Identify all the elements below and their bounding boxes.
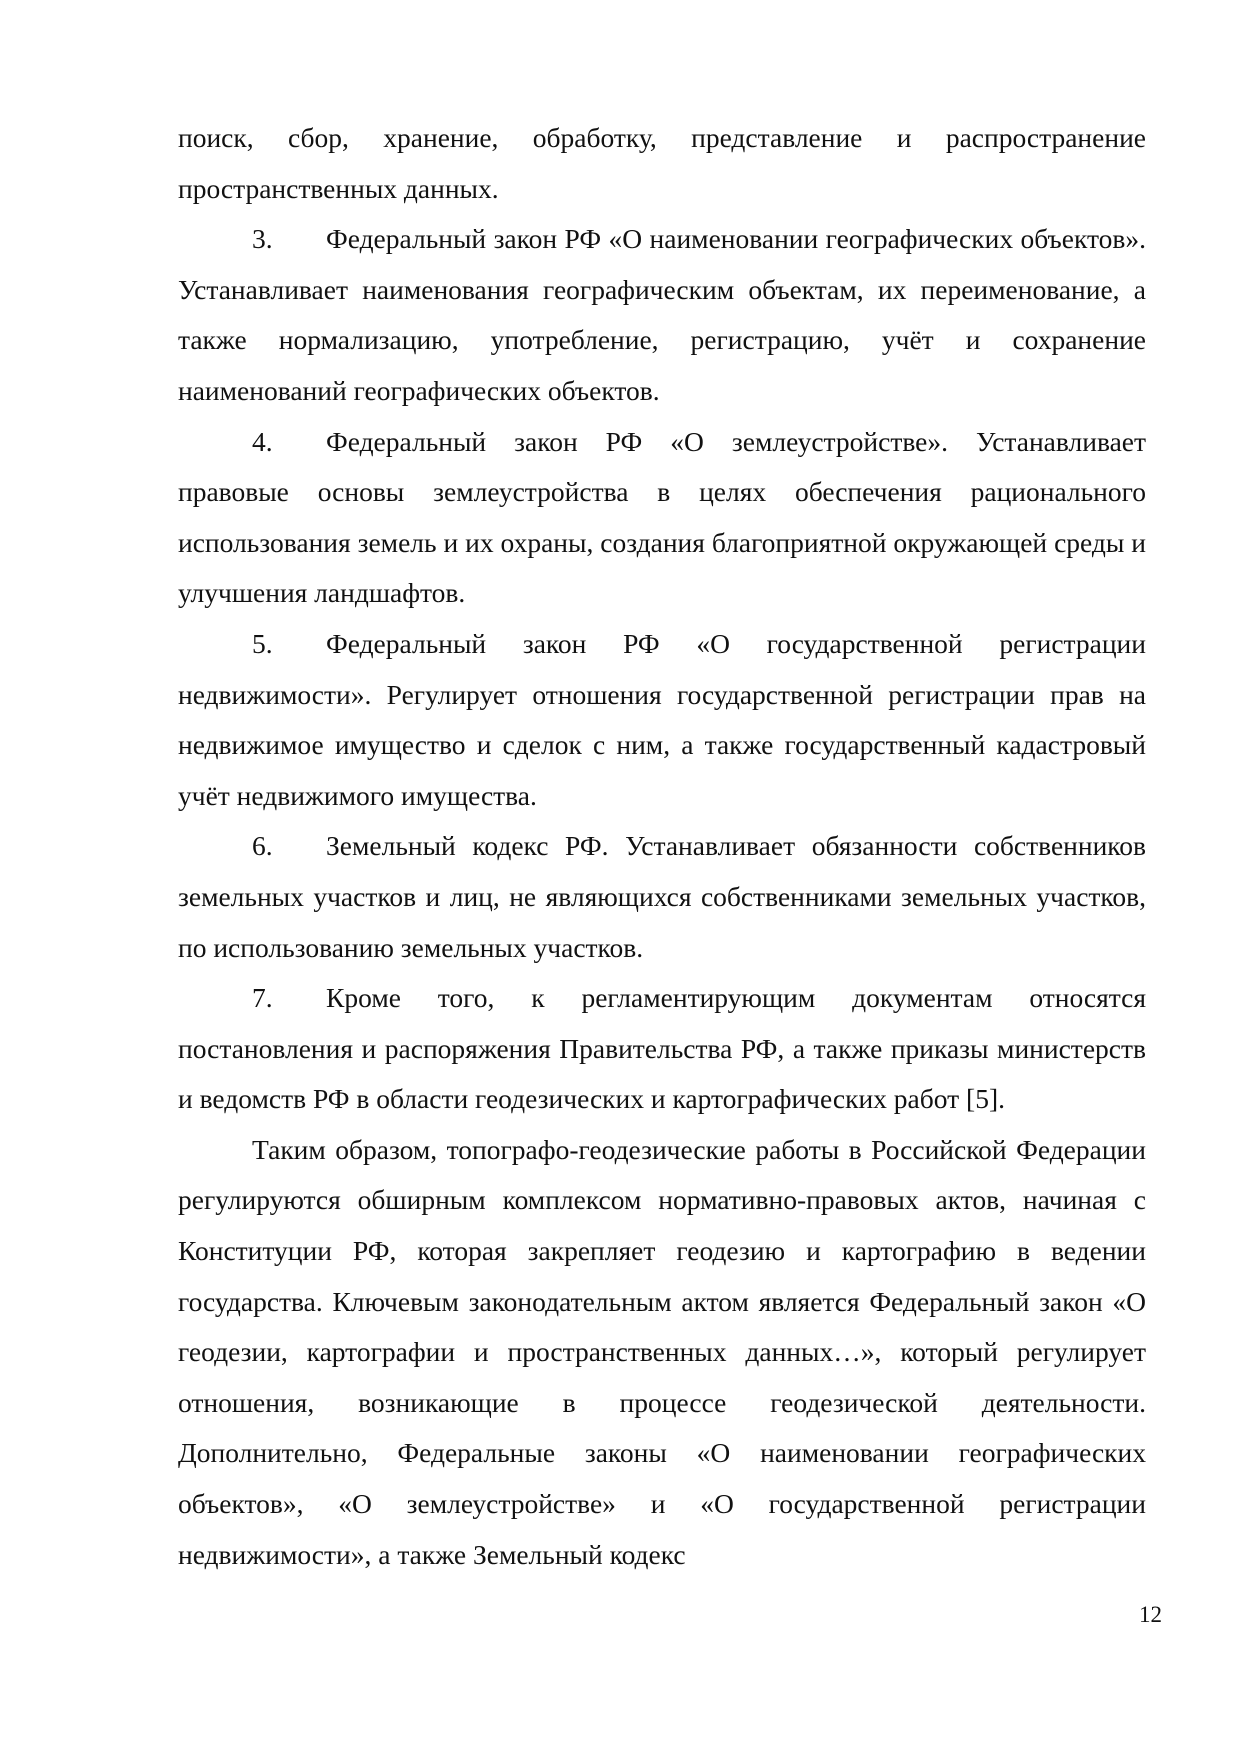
list-item-text: Кроме того, к регламентирующим документам относятся постановления и распоряжения Правительства РФ, а также приказы министерств и ведомств РФ в области геодезических и картографических работ [5].: [178, 982, 1146, 1115]
list-item-number: 5.: [252, 627, 273, 659]
list-item: [178, 214, 1146, 416]
list-item-text: Федеральный закон РФ «О наименовании географических объектов». Устанавливает наименования географическим объектам, их переименование, а также нормализацию, употребление, регистрацию, учёт и сохранение наименований географических объектов.: [178, 223, 1146, 406]
list-item-text: Федеральный закон РФ «О землеустройстве». Устанавливает правовые основы землеустройства в целях обеспечения рационального использования земель и их охраны, создания благоприятной окружающей среды и улучшения ландшафтов.: [178, 425, 1146, 609]
page-number: 12: [1139, 1602, 1162, 1627]
list-item: [178, 821, 1146, 973]
list-item-text: Федеральный закон РФ «О государственной регистрации недвижимости». Регулирует отношения государственной регистрации прав на недвижимое имущество и сделок с ним, а также государственный кадастровый учёт недвижимого имущества.: [178, 627, 1146, 811]
list-item-number: 6.: [252, 830, 273, 862]
list-item-number: 3.: [252, 223, 273, 255]
list-item: [178, 619, 1146, 821]
list-item: [178, 417, 1146, 619]
list-item-number: 4.: [252, 425, 273, 457]
page-body: [178, 113, 1146, 1580]
list-item-text: Земельный кодекс РФ. Устанавливает обязанности собственников земельных участков и лиц, не являющихся собственниками земельных участков, по использованию земельных участков.: [178, 830, 1146, 963]
intro-continuation-paragraph: поиск, сбор, хранение, обработку, представление и распространение пространственных данных.: [178, 122, 1146, 204]
list-item-number: 7.: [252, 982, 273, 1014]
conclusion-paragraph: Таким образом, топографо-геодезические работы в Российской Федерации регулируются обширным комплексом нормативно-правовых актов, начиная с Конституции РФ, которая закрепляет геодезию и картографию в ведении государства. Ключевым законодательным актом является Федеральный закон «О геодезии, картографии и пространственных данных…», который регулирует отношения, возникающие в процессе геодезической деятельности. Дополнительно, Федеральные законы «О наименовании географических объектов», «О землеустройстве» и «О государственной регистрации недвижимости», а также Земельный кодекс: [178, 1133, 1146, 1570]
list-item: [178, 973, 1146, 1125]
